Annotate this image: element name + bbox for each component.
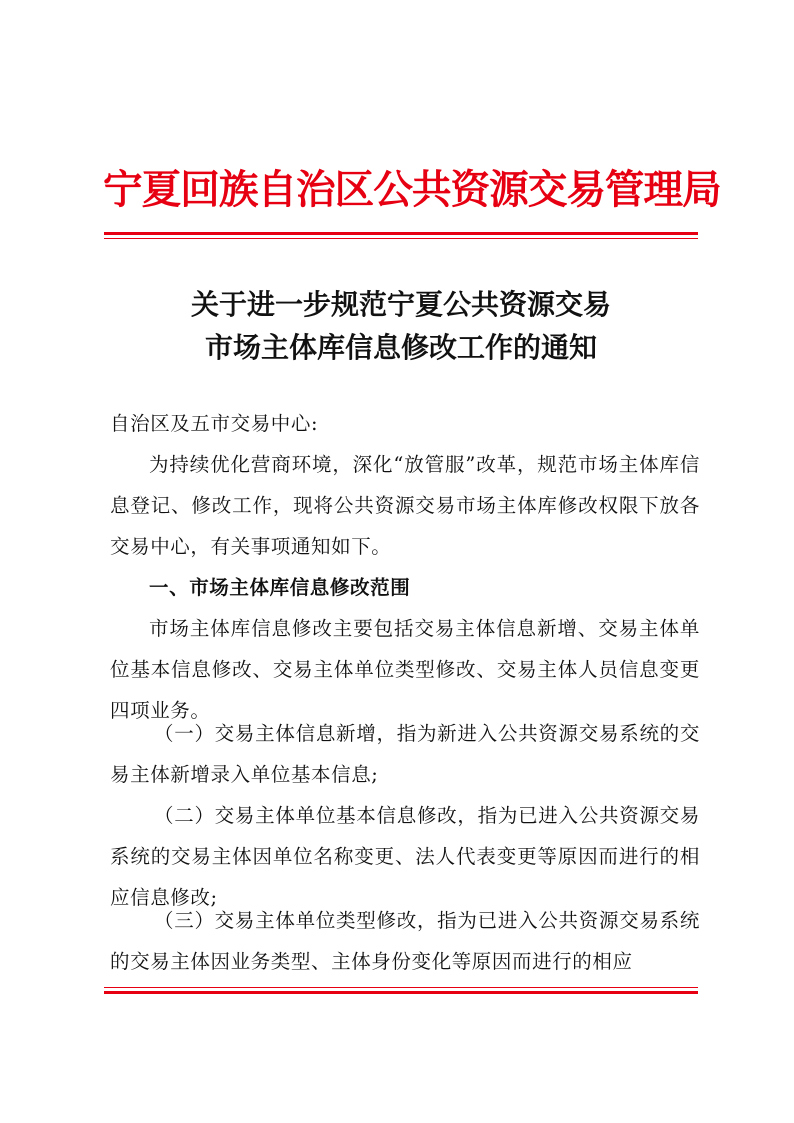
document-title-line2: 市场主体库信息修改工作的通知 (204, 331, 597, 364)
footer-rule-thin (104, 987, 698, 988)
header-rule-thin (104, 238, 698, 239)
section1-body: 市场主体库信息修改主要包括交易主体信息新增、交易主体单位基本信息修改、交易主体单位类型修改、交易主体人员信息变更四项业务。 (110, 617, 700, 722)
section1-heading: 一、市场主体库信息修改范围 (149, 576, 411, 599)
salutation: 自治区及五市交易中心: (110, 412, 319, 435)
issuer-header: 宁夏回族自治区公共资源交易管理局 (103, 166, 721, 213)
intro-paragraph: 为持续优化营商环境，深化“放管服”改革，规范市场主体库信息登记、修改工作，现将公共资源交易市场主体库修改权限下放各交易中心，有关事项通知如下。 (110, 453, 700, 558)
footer-rule-thick (104, 991, 698, 994)
header-rule-thick (104, 232, 698, 235)
document-title-line1: 关于进一步规范宁夏公共资源交易 (190, 288, 611, 321)
item-2: （二）交易主体单位基本信息修改，指为已进入公共资源交易系统的交易主体因单位名称变更、法人代表变更等原因而进行的相应信息修改; (110, 804, 700, 909)
item-1: （一）交易主体信息新增，指为新进入公共资源交易系统的交易主体新增录入单位基本信息; (110, 722, 700, 786)
item-3: （三）交易主体单位类型修改，指为已进入公共资源交易系统的交易主体因业务类型、主体身份变化等原因而进行的相应 (110, 909, 700, 973)
